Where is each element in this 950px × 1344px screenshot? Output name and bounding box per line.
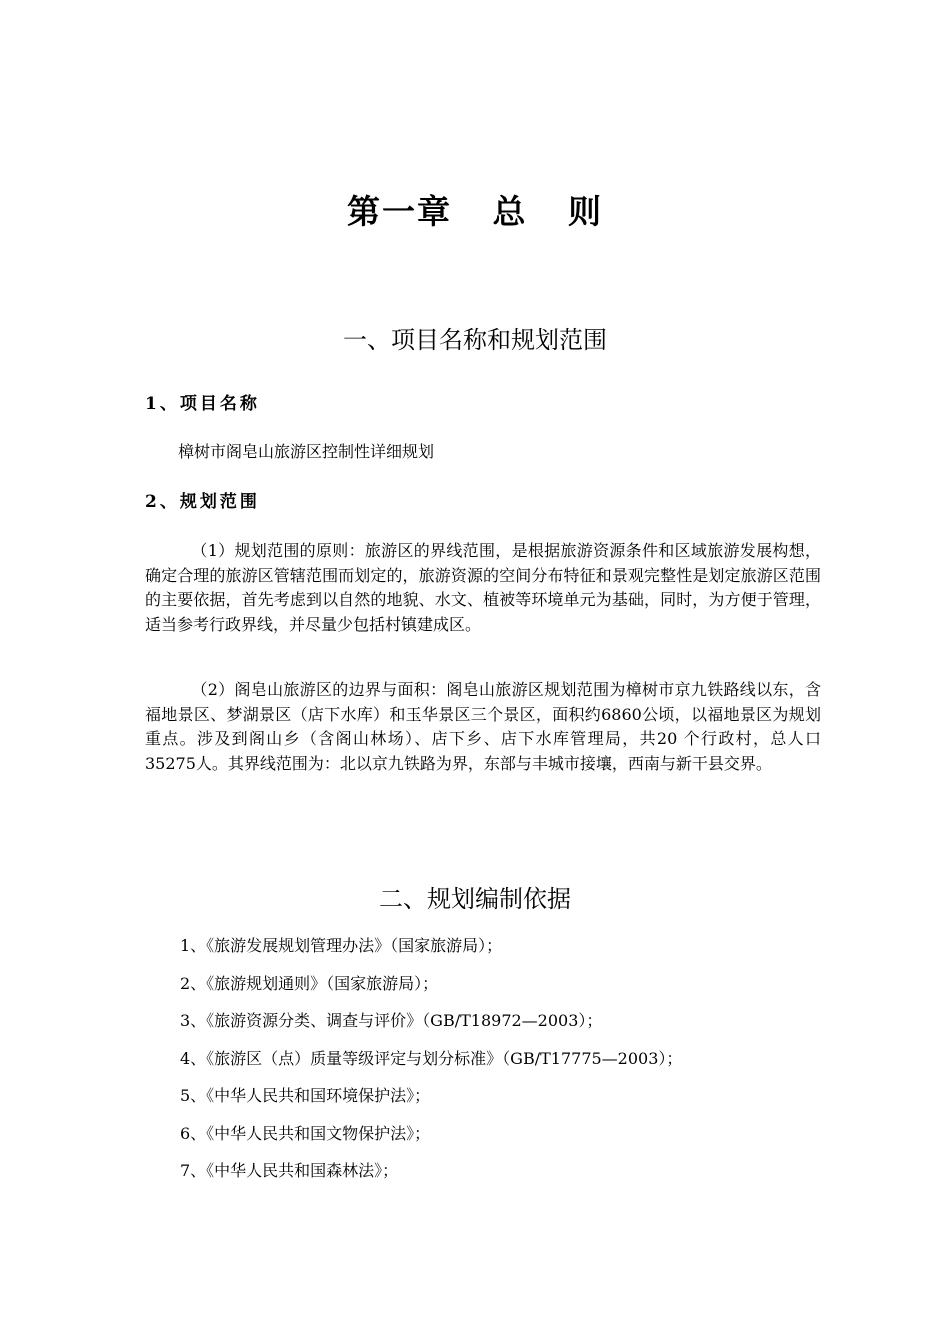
- reference-list: [180, 936, 682, 1199]
- list-item: 4、《旅游区（点）质量等级评定与划分标准》（GB/T17775—2003）；: [180, 1048, 683, 1068]
- list-item: 7、《中华人民共和国森林法》；: [180, 1161, 399, 1180]
- paragraph-boundary-area: （2）阁皂山旅游区的边界与面积：阁皂山旅游区规划范围为樟树市京九铁路线以东，含福地景区、梦湖景区（店下水库）和玉华景区三个景区，面积约6860公顷，以福地景区为规划重点。涉及到阁山乡（含阁山林场）、店下乡、店下水库管理局，共20 个行政村，总人口35275人。其界线范围为：北以京九铁路为界，东部与丰城市接壤，西南与新干县交界。: [145, 680, 821, 773]
- list-item: 3、《旅游资源分类、调查与评价》（GB/T18972—2003）；: [180, 1011, 603, 1030]
- list-item: 1、《旅游发展规划管理办法》（国家旅游局）；: [180, 936, 503, 955]
- list-item: 5、《中华人民共和国环境保护法》；: [180, 1086, 431, 1105]
- paragraph-scope-principle: （1）规划范围的原则：旅游区的界线范围，是根据旅游资源条件和区域旅游发展构想，确定合理的旅游区管辖范围而划定的，旅游资源的空间分布特征和景观完整性是划定旅游区范围的主要依据，首先考虑到以自然的地貌、水文、植被等环境单元为基础，同时，为方便于管理，适当参考行政界线，并尽量少包括村镇建成区。: [145, 541, 821, 634]
- section-title-basis: 二、规划编制依据: [379, 885, 571, 913]
- list-item: 6、《中华人民共和国文物保护法》；: [180, 1123, 431, 1143]
- project-name-text: 樟树市阁皂山旅游区控制性详细规划: [178, 442, 435, 461]
- subheading-planning-scope: 2、规划范围: [145, 492, 260, 512]
- section-title-project: 一、项目名称和规划范围: [343, 326, 607, 354]
- subheading-project-name: 1、项目名称: [145, 394, 260, 414]
- list-item: 2、《旅游规划通则》（国家旅游局）；: [180, 973, 439, 993]
- chapter-title: 第一章 总 则: [347, 192, 603, 231]
